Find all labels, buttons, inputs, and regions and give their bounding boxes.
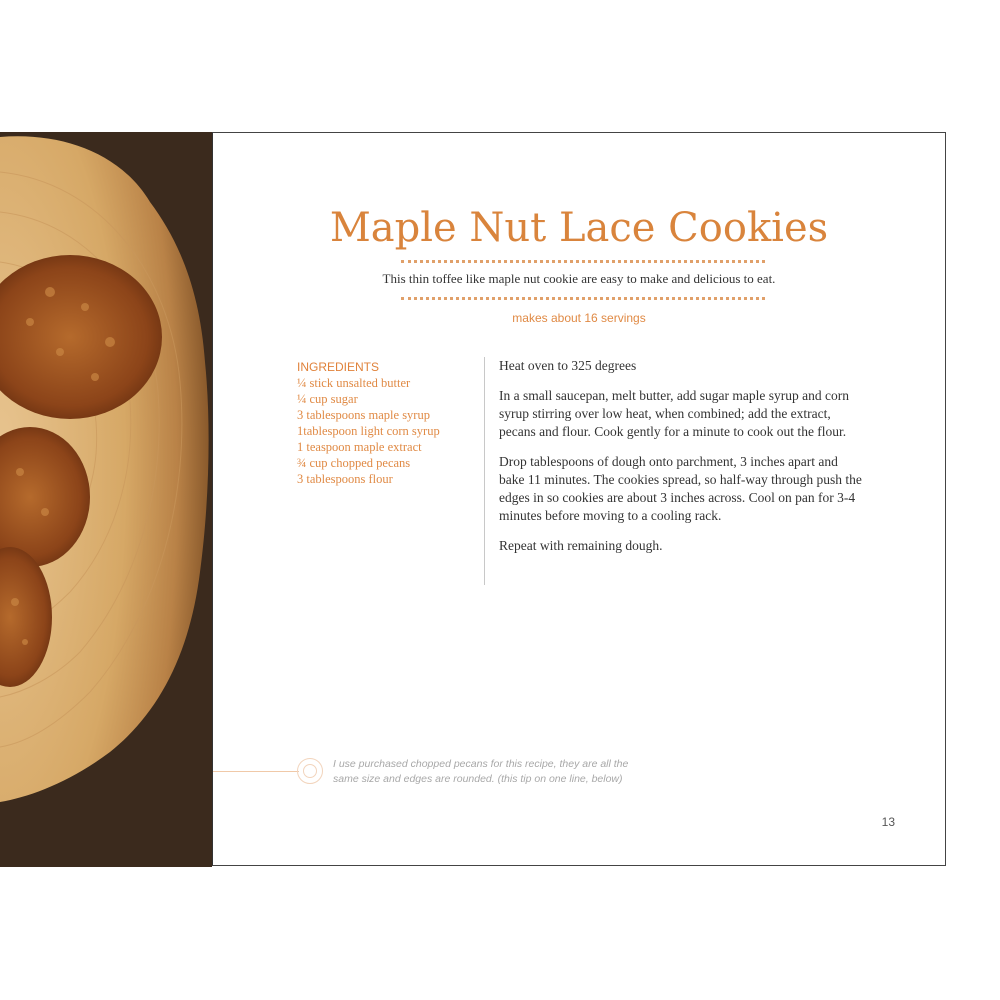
- divider-dots-top: [401, 260, 765, 263]
- recipe-page: [212, 132, 946, 866]
- page-number: 13: [881, 815, 895, 829]
- instructions: [499, 357, 865, 567]
- cookie-photo: [0, 132, 212, 867]
- ingredient-item: 1tablespoon light corn syrup: [297, 424, 440, 438]
- tip-circle-icon: [297, 758, 323, 784]
- tip-rule: [213, 771, 299, 772]
- ingredient-item: 1 teaspoon maple extract: [297, 440, 422, 454]
- cookie-photo-illustration: [0, 132, 212, 867]
- recipe-subtitle: This thin toffee like maple nut cookie are easy to make and delicious to eat.: [382, 271, 776, 286]
- column-divider: [484, 357, 485, 585]
- page-title: Maple Nut Lace Cookies: [329, 205, 829, 251]
- ingredient-item: ¼ cup sugar: [297, 392, 358, 406]
- ingredients-heading: INGREDIENTS: [297, 360, 380, 374]
- instruction-step: Repeat with remaining dough.: [499, 538, 663, 553]
- ingredient-item: ¾ cup chopped pecans: [297, 456, 411, 470]
- ingredients-list: [297, 359, 477, 487]
- instruction-step: Heat oven to 325 degrees: [499, 358, 637, 373]
- ingredient-item: 3 tablespoons maple syrup: [297, 408, 430, 422]
- instruction-step: In a small saucepan, melt butter, add sugar maple syrup and corn syrup stirring over low heat, when combined; add the extract, pecans and flour. Cook gently for a minute to cook out the flour.: [499, 388, 849, 439]
- divider-dots-bottom: [401, 297, 765, 300]
- recipe-tip: I use purchased chopped pecans for this recipe, they are all the same size and edges are rounded. (this tip on one line, below): [333, 758, 629, 785]
- ingredient-item: 3 tablespoons flour: [297, 472, 393, 486]
- ingredient-item: ¼ stick unsalted butter: [297, 376, 411, 390]
- book-spread: [0, 132, 947, 867]
- servings-label: makes about 16 servings: [512, 311, 646, 325]
- instruction-step: Drop tablespoons of dough onto parchment, 3 inches apart and bake 11 minutes. The cookies spread, so half-way through push the edges in so cookies are about 3 inches across. Cool on pan for 3-4 minutes before moving to a cooling rack.: [499, 454, 862, 523]
